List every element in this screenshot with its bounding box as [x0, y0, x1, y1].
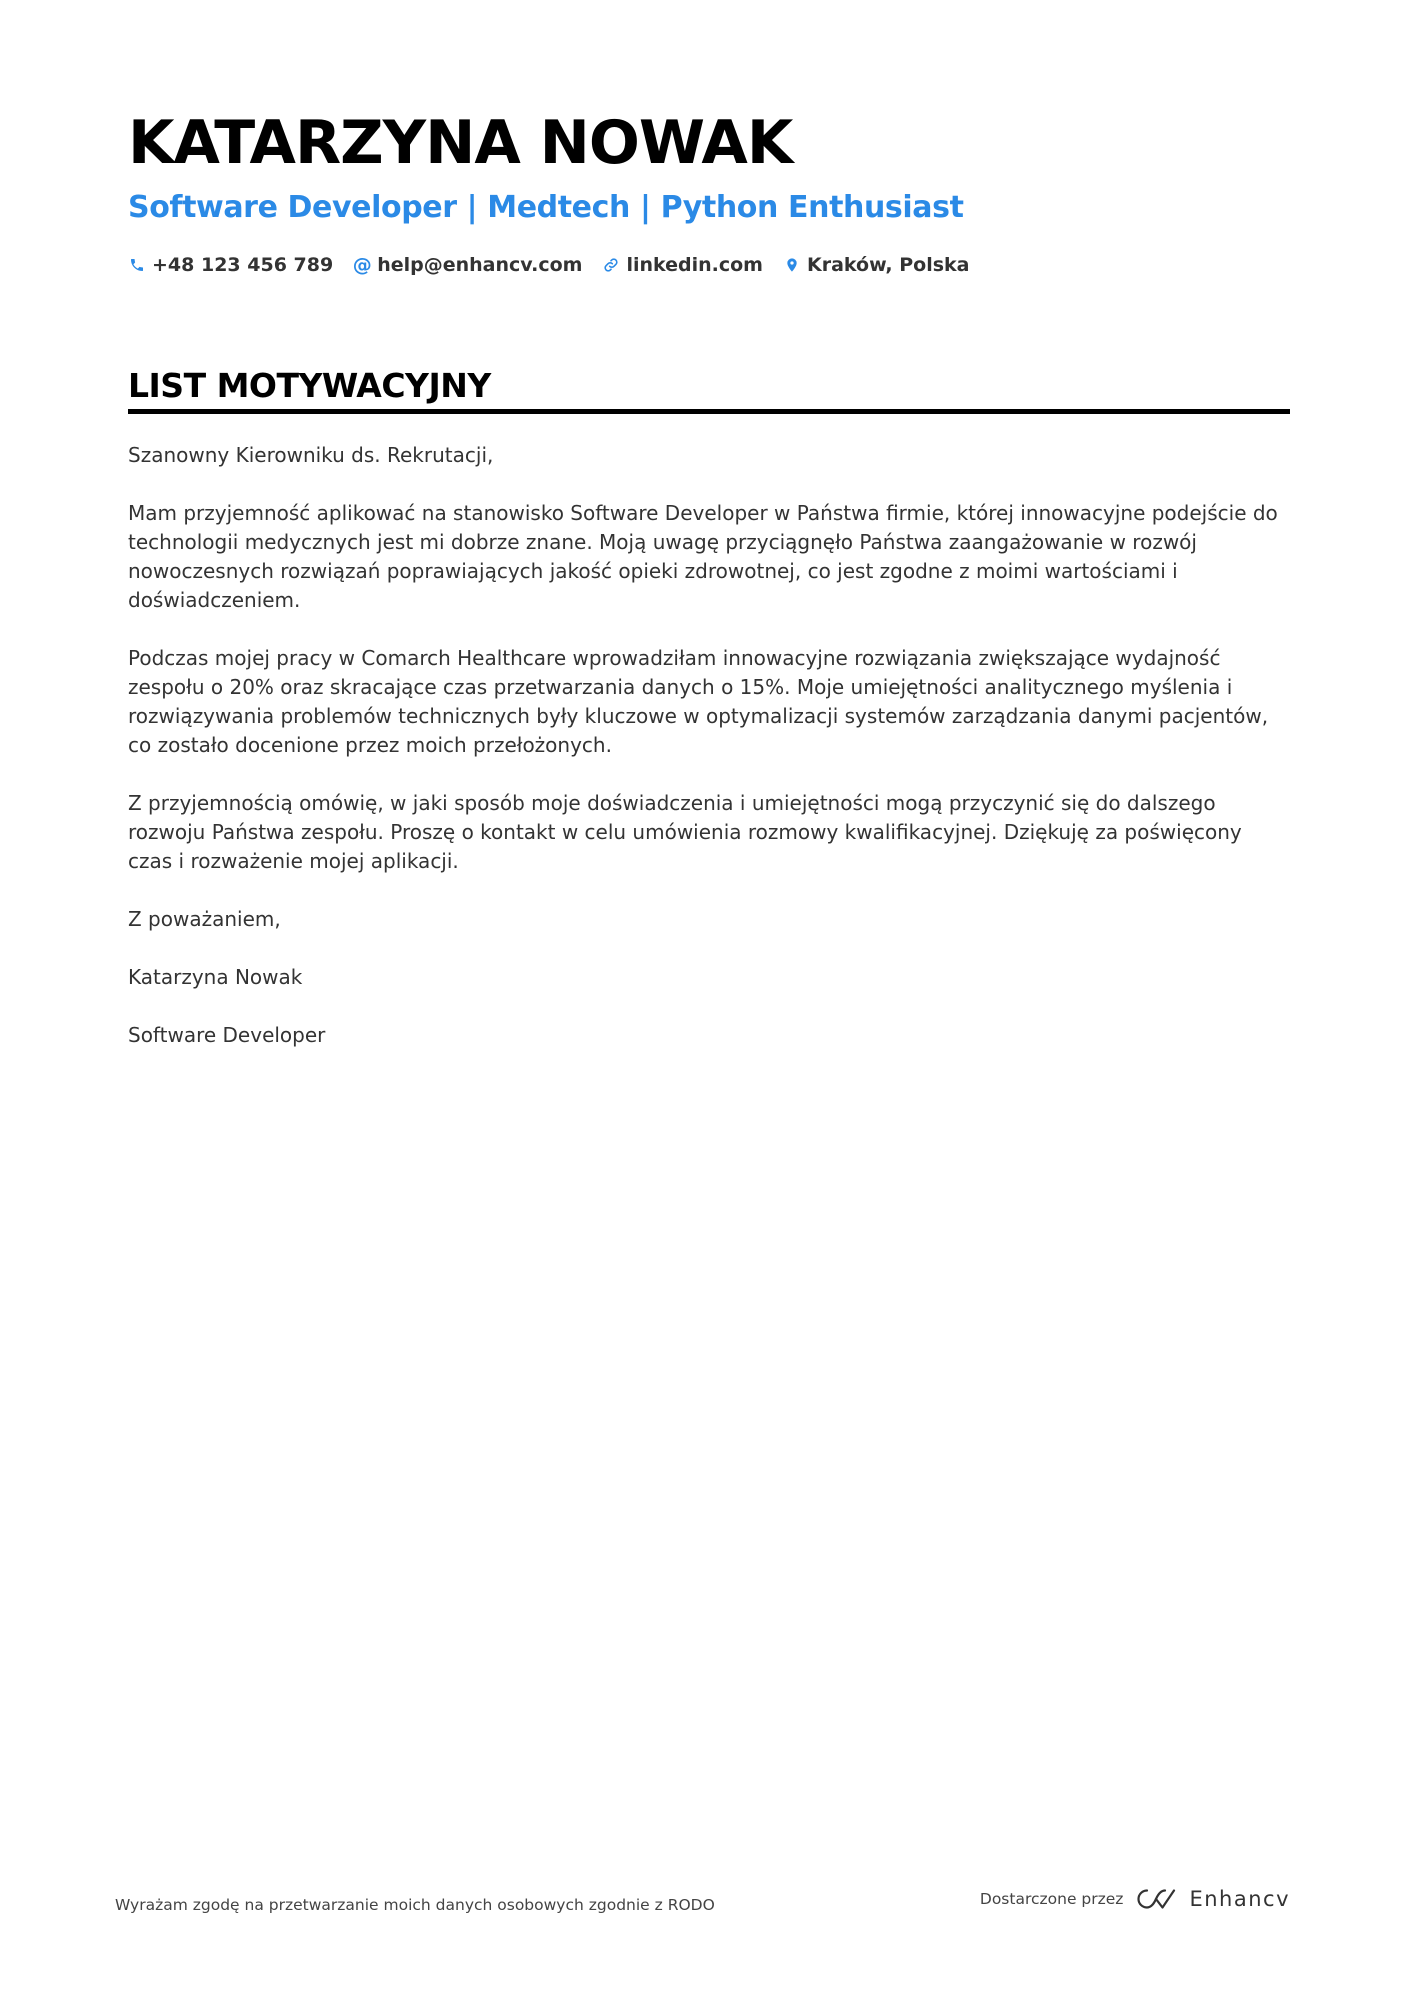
contact-email[interactable]: [353, 254, 582, 276]
link-icon: [602, 256, 620, 274]
enhancv-brand: Enhancv: [1189, 1887, 1290, 1911]
contact-linkedin[interactable]: [602, 254, 763, 276]
section-divider: [128, 409, 1290, 414]
at-icon: @: [352, 254, 372, 276]
contact-email-text: help@enhancv.com: [377, 254, 583, 276]
letter-body: [128, 441, 1290, 1079]
contact-phone[interactable]: [128, 254, 333, 276]
contact-bar: [128, 254, 970, 276]
letter-paragraph: Podczas mojej pracy w Comarch Healthcare wprowadziłam innowacyjne rozwiązania zwiększające wydajność zespołu o 20% oraz skracające czas przetwarzania danych o 15%. Moje umiejętności analitycznego myślenia i rozwiązywania problemów technicznych były kluczowe w optymalizacji systemów zarządzania danymi pacjentów, co zostało docenione przez moich przełożonych.: [128, 646, 1269, 757]
letter-paragraph: Z przyjemnością omówię, w jaki sposób moje doświadczenia i umiejętności mogą przyczynić się do dalszego rozwoju Państwa zespołu. Proszę o kontakt w celu umówienia rozmowy kwalifikacyjnej. Dziękuję za poświęcony czas i rozważenie mojej aplikacji.: [128, 791, 1242, 873]
section-title: LIST MOTYWACYJNY: [128, 366, 491, 405]
enhancv-logo-icon: [1133, 1886, 1179, 1912]
contact-phone-text: +48 123 456 789: [152, 254, 334, 276]
candidate-headline: Software Developer | Medtech | Python Enthusiast: [128, 190, 964, 225]
contact-linkedin-text: linkedin.com: [626, 254, 763, 276]
map-pin-icon: [783, 256, 801, 274]
letter-greeting: Szanowny Kierowniku ds. Rekrutacji,: [128, 443, 494, 467]
signature-name: Katarzyna Nowak: [128, 965, 303, 989]
signature-title: Software Developer: [128, 1023, 326, 1047]
contact-location-text: Kraków, Polska: [806, 254, 970, 276]
provided-by[interactable]: [980, 1886, 1290, 1912]
letter-closing: Z poważaniem,: [128, 907, 281, 931]
provided-by-label: Dostarczone przez: [979, 1890, 1124, 1908]
candidate-name: KATARZYNA NOWAK: [128, 108, 793, 178]
gdpr-consent: Wyrażam zgodę na przetwarzanie moich danych osobowych zgodnie z RODO: [115, 1896, 715, 1914]
letter-paragraph: Mam przyjemność aplikować na stanowisko Software Developer w Państwa firmie, której innowacyjne podejście do technologii medycznych jest mi dobrze znane. Moją uwagę przyciągnęło Państwa zaangażowanie w rozwój nowoczesnych rozwiązań poprawiających jakość opieki zdrowotnej, co jest zgodne z moimi wartościami i doświadczeniem.: [128, 501, 1278, 612]
phone-icon: [128, 256, 146, 274]
contact-location: [783, 254, 970, 276]
